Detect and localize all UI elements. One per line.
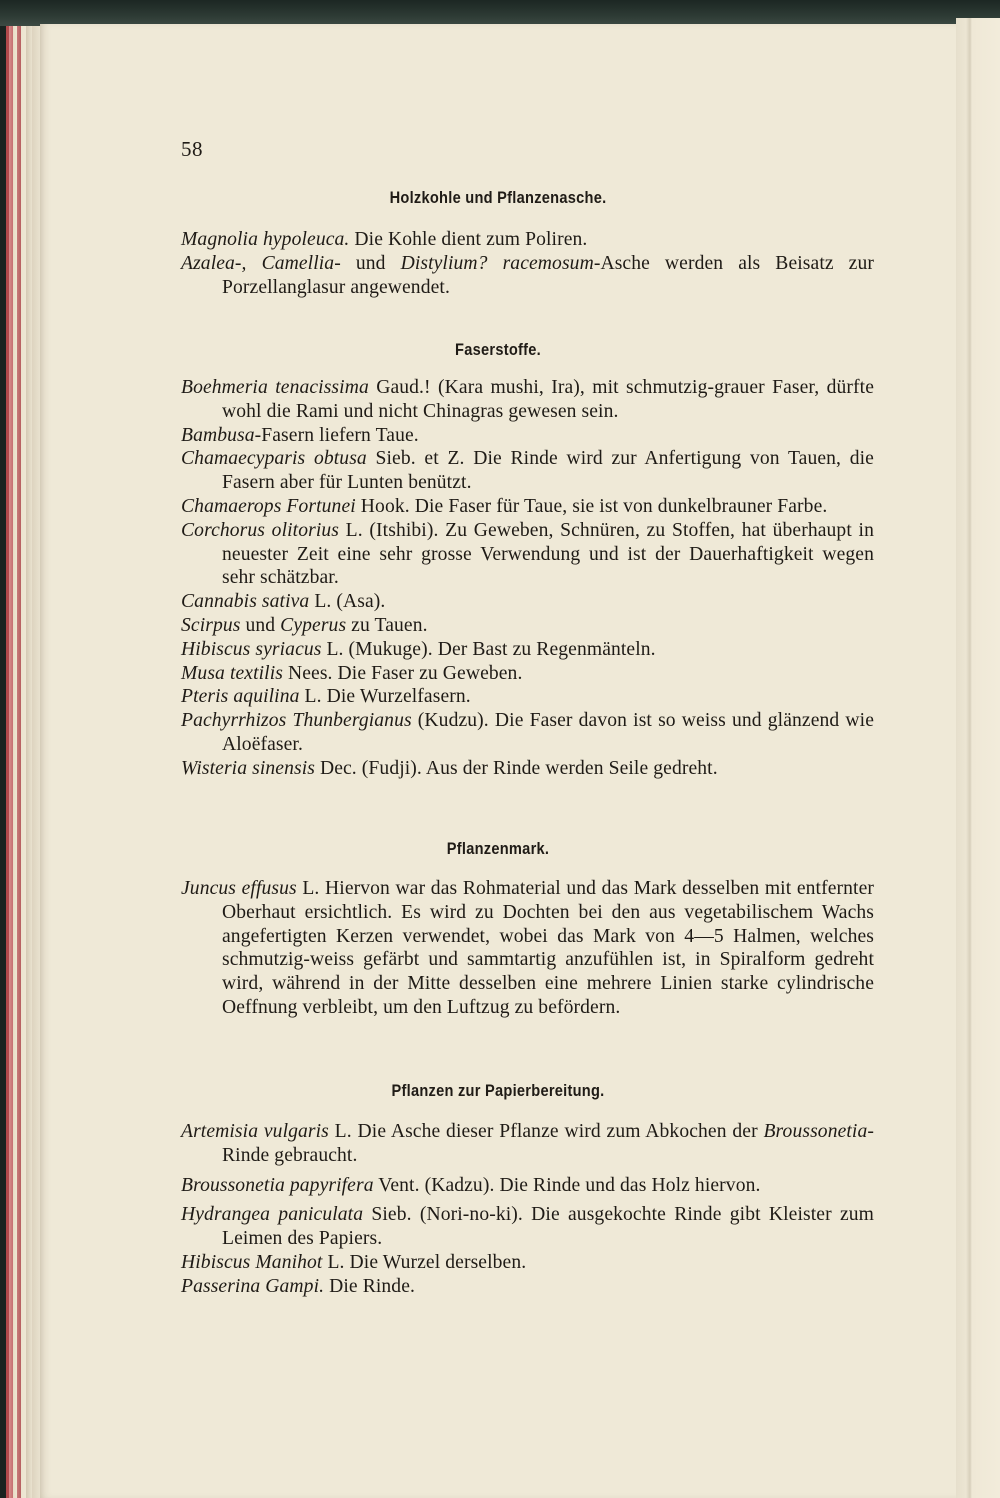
- species-name: Cyperus: [280, 614, 347, 636]
- entry-text: Fasern liefern Taue.: [261, 424, 419, 446]
- entry-text: L. (Mukuge). Der Bast zu Regenmänteln.: [321, 638, 656, 660]
- species-name: Broussonetia papyrifera: [181, 1174, 374, 1196]
- entry-text: L. Die Wurzel derselben.: [322, 1251, 527, 1273]
- entry-text: und: [240, 614, 281, 636]
- entry: [181, 685, 874, 709]
- species-name: Azalea-, Camellia-: [181, 252, 341, 274]
- facing-page-edge: [956, 18, 1000, 1498]
- entry-text: Die Rinde.: [324, 1275, 415, 1297]
- species-name: Cannabis sativa: [181, 591, 310, 613]
- book-page: [40, 24, 956, 1498]
- section-heading-faserstoffe: Faserstoffe.: [455, 340, 541, 359]
- entry: [181, 228, 874, 252]
- entry-text: L. (Itshibi). Zu Geweben, Schnüren, zu Stoffen, hat überhaupt in neuester Zeit eine sehr grosse Verwendung und ist der Dauerhaftigkeit wegen sehr schätzbar.: [222, 519, 874, 589]
- entry-text: zu Tauen.: [346, 614, 428, 636]
- book-spine: [0, 0, 40, 1498]
- species-name: Chamaecyparis obtusa: [181, 448, 367, 470]
- entry: [181, 590, 874, 614]
- entry-text: L. Die Asche dieser Pflanze wird zum Abkochen der: [328, 1121, 764, 1142]
- species-name: Hibiscus Manihot: [181, 1251, 323, 1273]
- entry-text: L. (Asa).: [309, 591, 386, 613]
- species-name: Broussonetia-: [763, 1121, 874, 1142]
- entry-text: (Kudzu). Die Faser davon ist so weiss und glänzend wie Aloëfaser.: [222, 710, 874, 755]
- entry: [181, 1174, 874, 1198]
- entry-text: Asche werden als Beisatz zur Porzellanglasur angewendet.: [222, 252, 874, 298]
- species-name: Scirpus: [181, 614, 241, 636]
- entry-text: Sieb. et Z. Die Rinde wird zur Anfertigung von Tauen, die Fasern aber für Lunten benützt.: [222, 448, 874, 494]
- entry-text: L. Die Wurzelfasern.: [299, 686, 471, 708]
- entry-text: L. Hiervon war das Rohmaterial und das Mark desselben mit entfernter Oberhaut ersichtlich. Es wird zu Dochten bei den aus vegetabilischem Wachs angefertigten Kerzen verwendet, wobei das Mark von 4—5 Halmen, welches schmutzig-weiss gefärbt und sammtartig anzufühlen ist, in Spiralform gedreht wird, während in der Mitte desselben eine mehrere Linien starke cylindrische Oeffnung verbleibt, um den Luftzug zu befördern.: [222, 878, 875, 1018]
- entry: [181, 614, 874, 638]
- entry-text: Gaud.! (Kara mushi, Ira), mit schmutzig-grauer Faser, dürfte wohl die Rami und nicht Chinagras gewesen sein.: [222, 377, 874, 422]
- entry: [181, 1275, 874, 1299]
- species-name: Hydrangea paniculata: [181, 1204, 364, 1226]
- entry-text: Dec. (Fudji). Aus der Rinde werden Seile gedreht.: [314, 757, 718, 779]
- book-cover-top: [0, 0, 1000, 26]
- species-name: Boehmeria tenacissima: [181, 377, 369, 398]
- entry-text: Nees. Die Faser zu Geweben.: [282, 662, 523, 684]
- species-name: Artemisia vulgaris: [181, 1121, 329, 1142]
- species-name: Chamaerops Fortunei: [181, 495, 356, 517]
- species-name: Corchorus olitorius: [181, 519, 339, 541]
- section-body-faserstoffe: [181, 376, 874, 781]
- species-name: Juncus effusus: [181, 878, 297, 899]
- entry: [181, 424, 874, 448]
- section-heading-holzkohle: Holzkohle und Pflanzenasche.: [389, 188, 607, 207]
- section-body-pflanzenmark: [181, 877, 874, 1020]
- entry: [181, 709, 874, 757]
- species-name: Hibiscus syriacus: [181, 638, 322, 660]
- section-body-papierbereitung: [181, 1120, 874, 1299]
- page-number: 58: [181, 137, 203, 161]
- entry-text: und: [340, 252, 401, 274]
- entry-text: Rinde gebraucht.: [222, 1144, 358, 1166]
- species-name: Musa textilis: [181, 662, 283, 684]
- entry: [181, 662, 874, 686]
- entry-text: Vent. (Kadzu). Die Rinde und das Holz hiervon.: [373, 1174, 761, 1196]
- species-name: Pachyrrhizos Thunbergianus: [181, 710, 412, 732]
- species-name: Passerina Gampi.: [181, 1275, 325, 1297]
- entry: [181, 519, 874, 590]
- section-body-holzkohle: [181, 228, 874, 299]
- entry: [181, 376, 874, 424]
- species-name: Pteris aquilina: [181, 686, 300, 708]
- entry: [181, 1203, 874, 1251]
- entry-text: Hook. Die Faser für Taue, sie ist von dunkelbrauner Farbe.: [355, 495, 828, 517]
- species-name: Wisteria sinensis: [181, 757, 315, 779]
- entry-text: Die Kohle dient zum Poliren.: [349, 229, 588, 250]
- entry: [181, 877, 874, 1020]
- entry: [181, 495, 874, 519]
- entry-text: Sieb. (Nori-no-ki). Die ausgekochte Rinde gibt Kleister zum Leimen des Papiers.: [222, 1204, 874, 1250]
- entry: [181, 638, 874, 662]
- page-content: [40, 24, 956, 1498]
- species-name: Magnolia hypoleuca.: [181, 229, 350, 250]
- entry: [181, 252, 874, 300]
- species-name: Bambusa-: [181, 424, 262, 446]
- entry: [181, 1251, 874, 1275]
- species-name: Distylium? racemosum-: [400, 252, 601, 274]
- entry: [181, 757, 874, 781]
- section-heading-pflanzenmark: Pflanzenmark.: [446, 839, 550, 858]
- section-heading-papierbereitung: Pflanzen zur Papierbereitung.: [391, 1081, 605, 1100]
- entry: [181, 447, 874, 495]
- entry: [181, 1120, 874, 1168]
